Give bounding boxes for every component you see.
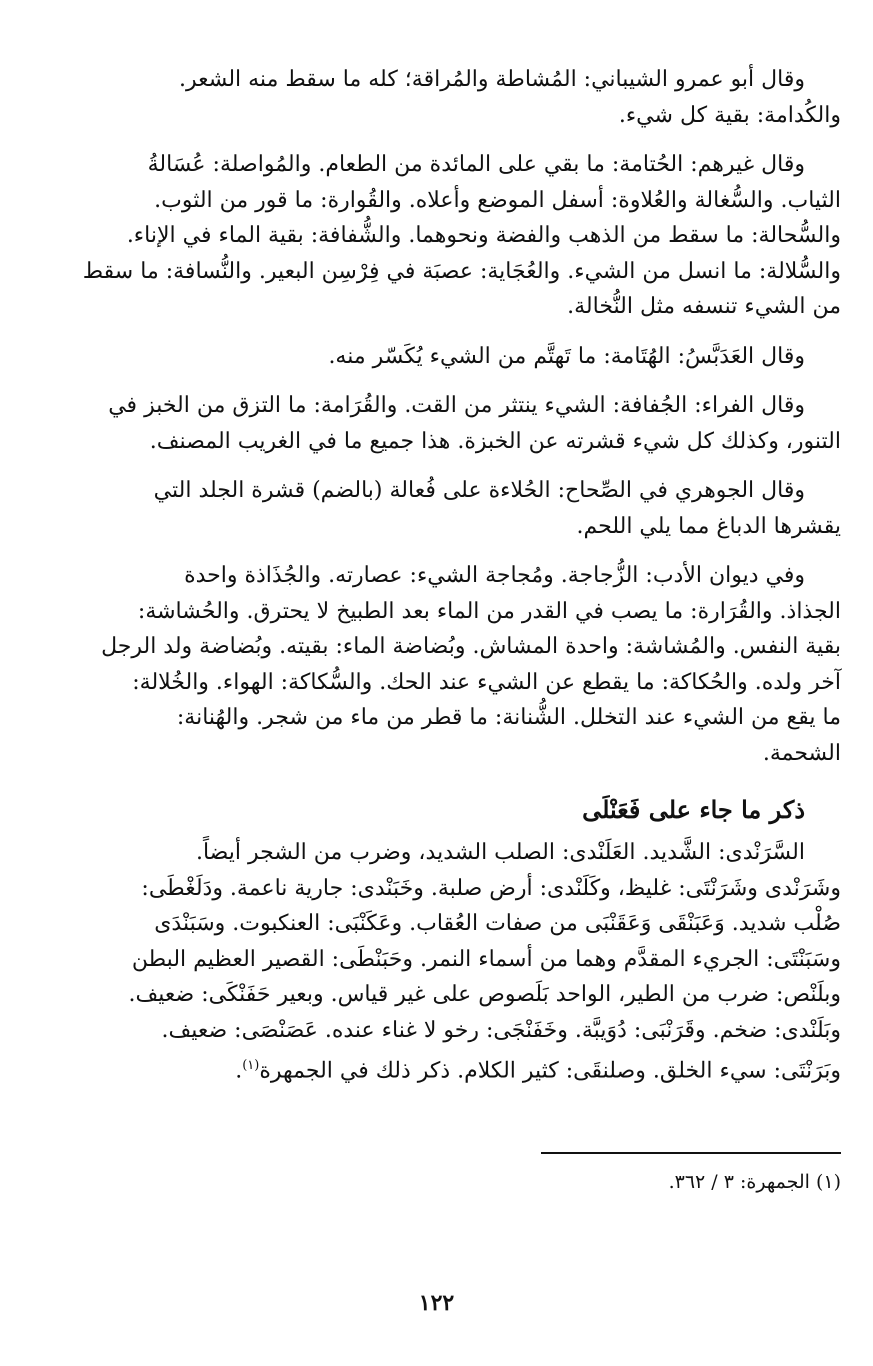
- text-line: وقال غيرهم: الحُتامة: ما بقي على المائدة من الطعام. والمُواصلة: عُسَالةُ: [147, 152, 805, 177]
- text-line: آخر ولده. والحُكاكة: ما يقطع عن الشيء عند الحك. والسُّكاكة: الهواء. والخُلالة:: [132, 669, 841, 695]
- footnote: (١) الجمهرة: ٣ / ٣٦٢.: [668, 1171, 841, 1193]
- text-line: وقال الفراء: الجُفافة: الشيء ينتثر من القت. والقُرَامة: ما التزق من الخبز في: [108, 393, 805, 418]
- text-line: والكُدامة: بقية كل شيء.: [618, 102, 841, 128]
- footnote-divider: [541, 1152, 841, 1154]
- text-line: ما يقع من الشيء عند التخلل. الشُّنانة: ما قطر من ماء من شجر. والهُنانة:: [176, 705, 841, 730]
- text-line: وبلَنْص: ضرب من الطير، الواحد بَلَصوص على غير قياس. وبعير حَفَنْكَى: ضعيف.: [128, 982, 841, 1007]
- text-line: وبَرَنْتَى: سيء الخلق. وصلنقَى: كثير الكلام. ذكر ذلك في الجمهرة$^{(١)}$.: [235, 1058, 841, 1084]
- text-line: صُلْب شديد. وَعَبَنْقَى وَعَقَنْبَى من صفات العُقاب. وعَكَنْبَى: العنكبوت. وسَبَنْدَى: [154, 911, 841, 936]
- text-line: وقال العَدَبَّسُ: الهُتَامة: ما تَهتَّم من الشيء يُكَسّر منه.: [328, 343, 805, 369]
- text-line: التنور، وكذلك كل شيء قشرته عن الخبزة. هذا جميع ما في الغريب المصنف.: [149, 428, 841, 454]
- text-line: الشحمة.: [762, 740, 841, 766]
- paragraph: [32, 339, 841, 375]
- page-number: ١٢٢: [418, 1290, 455, 1316]
- paragraph: [32, 388, 841, 459]
- section-heading: ذكر ما جاء على فَعَنْلَى: [582, 795, 805, 824]
- text-line: بقية النفس. والمُشاشة: واحدة المشاش. وبُضاضة الماء: بقيته. وبُضاضة ولد الرجل: [101, 634, 841, 659]
- text-line: وبَلَنْدى: ضخم. وقَرَنْبَى: دُوَيبَّة. وخَفَنْجَى: رخو لا غناء عنده. عَصَنْصَى: ضعيف.: [161, 1017, 841, 1043]
- footnote-marker[interactable]: (١): [242, 1058, 260, 1073]
- text-line: والسُّلالة: ما انسل من الشيء. والعُجَاية: عصبَة في فِرْسِن البعير. والنُّسافة: ما سقط: [82, 258, 841, 284]
- paragraph: [32, 558, 841, 771]
- paragraph: [32, 473, 841, 544]
- section-paragraph: [32, 835, 841, 1089]
- text-line: يقشرها الدباغ مما يلي اللحم.: [576, 513, 841, 539]
- text-line: وقال الجوهري في الصِّحاح: الحُلاءة على فُعالة (بالضم) قشرة الجلد التي: [153, 478, 805, 503]
- body-text: [32, 62, 841, 771]
- text-line: وقال أبو عمرو الشيباني: المُشاطة والمُراقة؛ كله ما سقط منه الشعر.: [178, 67, 805, 92]
- paragraph: [32, 62, 841, 133]
- text-line: من الشيء تنسفه مثل النُّخالة.: [567, 294, 841, 319]
- text-line: وشَرَنْدى وشَرَنْتَى: غليظ، وكَلَنْدى: أرض صلبة. وخَبَنْدى: جارية ناعمة. ودَلَغْطَى:: [141, 875, 841, 901]
- text-line: السَّرَنْدى: الشَّديد. العَلَنْدى: الصلب الشديد، وضرب من الشجر أيضاً.: [195, 840, 805, 865]
- text-line: الثياب. والسُّغالة والعُلاوة: أسفل الموضع وأعلاه. والقُوارة: ما قور من الثوب.: [154, 187, 841, 213]
- text-line: والسُّحالة: ما سقط من الذهب والفضة ونحوهما. والشُّفافة: بقية الماء في الإناء.: [126, 223, 841, 248]
- text-line: الجذاذ. والقُرَارة: ما يصب في القدر من الماء بعد الطبيخ لا يحترق. والحُشاشة:: [137, 598, 841, 624]
- text-line: وفي ديوان الأدب: الزُّجاجة. ومُجاجة الشيء: عصارته. والجُذَاذة واحدة: [184, 563, 805, 588]
- text-line: وسَبَنْتَى: الجريء المقدَّم وهما من أسماء النمر. وحَبَنْطَى: القصير العظيم البطن: [131, 946, 841, 972]
- paragraph: [32, 147, 841, 325]
